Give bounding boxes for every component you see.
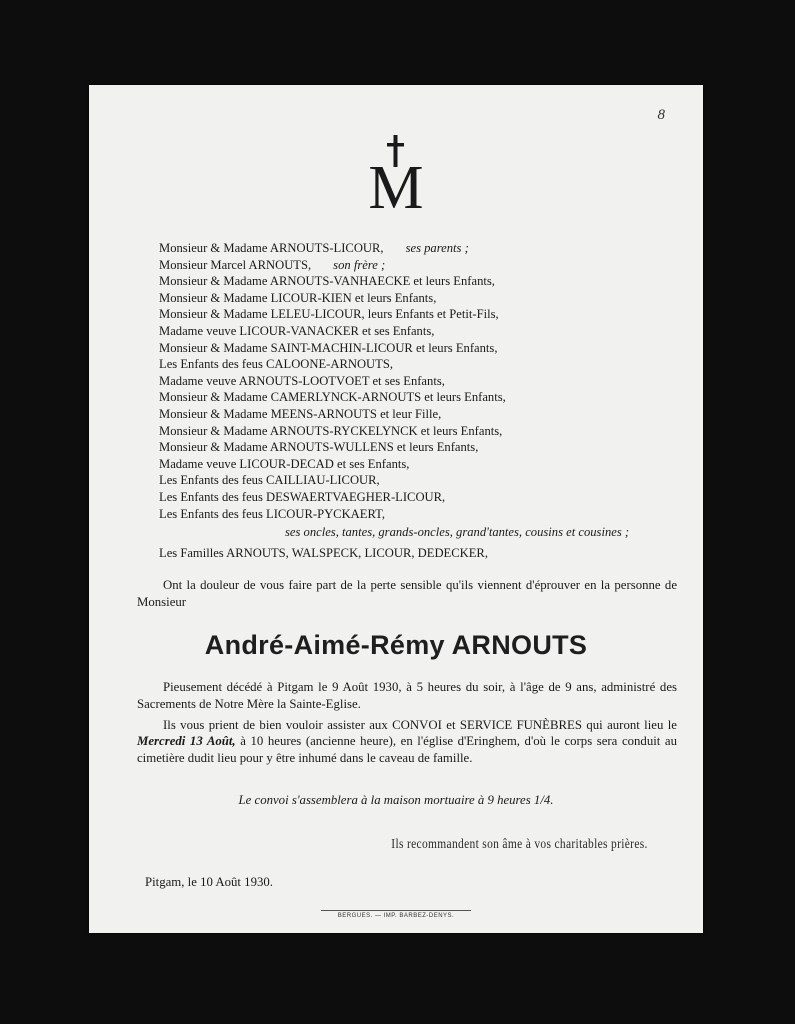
family-line	[159, 489, 679, 506]
family-line	[159, 240, 679, 257]
corner-mark: 8	[657, 107, 665, 123]
family-line-text: Monsieur & Madame ARNOUTS-VANHAECKE et leurs Enfants,	[159, 274, 495, 289]
family-line	[159, 306, 679, 323]
service-details	[137, 679, 677, 771]
family-line-text: Les Enfants des feus LICOUR-PYCKAERT,	[159, 506, 386, 521]
announcement-sheet	[89, 85, 703, 933]
service-date: Mercredi 13 Août,	[137, 734, 236, 749]
family-line-text: Monsieur Marcel ARNOUTS,	[159, 257, 312, 272]
cross-icon	[356, 133, 436, 213]
family-line-text: Monsieur & Madame ARNOUTS-RYCKELYNCK et leurs Enfants,	[159, 423, 503, 438]
recommendation-line: Ils recommandent son âme à vos charitables prières.	[391, 837, 648, 852]
family-line-text: Les Enfants des feus DESWAERTVAEGHER-LICOUR,	[159, 489, 446, 504]
family-line-text: Monsieur & Madame CAMERLYNCK-ARNOUTS et leurs Enfants,	[159, 390, 506, 405]
family-line	[159, 290, 679, 307]
family-line-text: Monsieur & Madame SAINT-MACHIN-LICOUR et leurs Enfants,	[159, 340, 498, 355]
family-line	[159, 456, 679, 473]
family-line-text: Monsieur & Madame LELEU-LICOUR, leurs Enfants et Petit-Fils,	[159, 307, 499, 322]
service-text-b: à 10 heures (ancienne heure), en l'église d'Eringhem, d'où le corps sera conduit au cimetière dudit lieu pour y être inhumé dans le caveau de famille.	[137, 734, 678, 766]
family-line	[159, 340, 679, 357]
family-line-text: Madame veuve ARNOUTS-LOOTVOET et ses Enfants,	[159, 373, 445, 388]
family-line-text: Madame veuve LICOUR-DECAD et ses Enfants,	[159, 456, 410, 471]
deceased-name: André-Aimé-Rémy ARNOUTS	[204, 630, 588, 660]
family-line	[159, 439, 679, 456]
family-line	[159, 472, 679, 489]
printer-imprint	[89, 910, 703, 919]
family-line	[159, 506, 679, 523]
family-line	[159, 423, 679, 440]
family-line-text: Les Enfants des feus CALOONE-ARNOUTS,	[159, 357, 393, 372]
monogram-letter: M	[368, 154, 424, 213]
family-line-role: ses parents ;	[405, 241, 469, 255]
intro-text: Ont la douleur de vous faire part de la perte sensible qu'ils viennent d'éprouver en la personne de Monsieur	[137, 578, 677, 609]
intro-paragraph	[137, 577, 677, 611]
family-line-role: son frère ;	[333, 257, 386, 272]
relatives-line: ses oncles, tantes, grands-oncles, grand'tantes, cousins et cousines ;	[285, 525, 630, 540]
date-line: Pitgam, le 10 Août 1930.	[145, 875, 273, 889]
convoi-note: Le convoi s'assemblera à la maison mortuaire à 9 heures 1/4.	[238, 793, 554, 807]
family-line	[159, 373, 679, 390]
death-paragraph: Pieusement décédé à Pitgam le 9 Août 1930, à 5 heures du soir, à l'âge de 9 ans, administré des Sacrements de Notre Mère la Sainte-Eglise.	[137, 680, 677, 711]
family-line	[159, 406, 679, 423]
family-line-text: Monsieur & Madame ARNOUTS-LICOUR,	[159, 241, 384, 255]
family-line	[159, 323, 679, 340]
family-line	[159, 356, 679, 373]
family-line-text: Monsieur & Madame MEENS-ARNOUTS et leur Fille,	[159, 406, 442, 421]
service-text-a: Ils vous prient de bien vouloir assister aux CONVOI et SERVICE FUNÈBRES qui auront lieu le	[163, 717, 677, 732]
family-line	[159, 389, 679, 406]
cross-monogram	[89, 133, 703, 213]
family-line-text: Les Enfants des feus CAILLIAU-LICOUR,	[159, 473, 380, 488]
service-paragraph	[137, 717, 677, 767]
imprint-rule	[321, 910, 471, 911]
family-line	[159, 257, 679, 274]
family-line-text: Monsieur & Madame ARNOUTS-WULLENS et leurs Enfants,	[159, 440, 479, 455]
family-line-text: Monsieur & Madame LICOUR-KIEN et leurs Enfants,	[159, 290, 437, 305]
family-list	[159, 240, 679, 561]
family-line	[159, 273, 679, 290]
family-line-text: Madame veuve LICOUR-VANACKER et ses Enfants,	[159, 323, 435, 338]
printer-text: BERGUES. — IMP. BARBEZ-DENYS.	[337, 913, 455, 919]
families-line: Les Familles ARNOUTS, WALSPECK, LICOUR, DEDECKER,	[159, 545, 488, 560]
